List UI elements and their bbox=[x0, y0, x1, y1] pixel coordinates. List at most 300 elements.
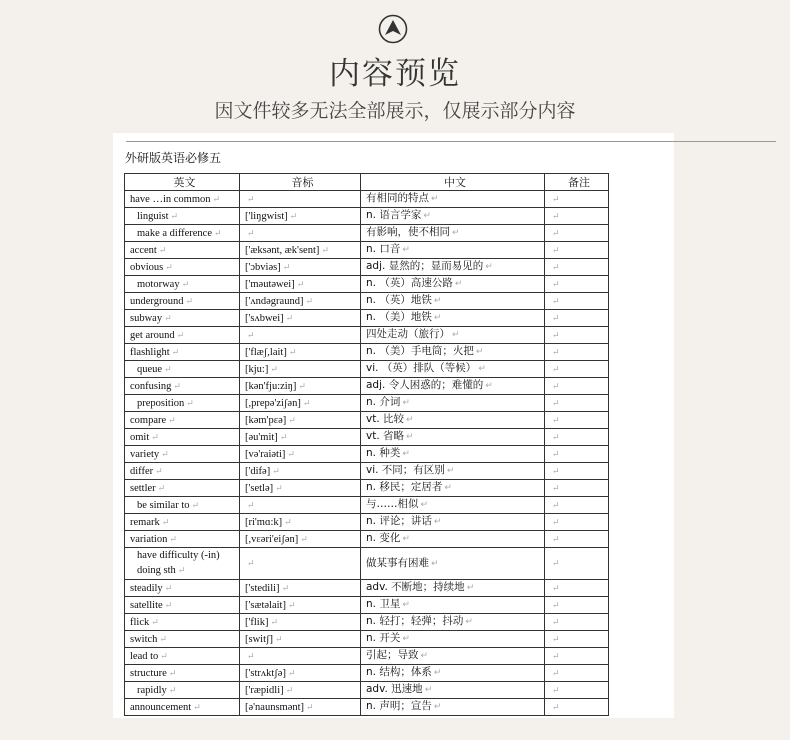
return-mark-icon: ↵ bbox=[444, 483, 452, 493]
en-cell bbox=[125, 395, 240, 412]
return-mark-icon: ↵ bbox=[282, 261, 291, 272]
note-cell bbox=[545, 259, 609, 276]
en-cell-text: satellite bbox=[130, 599, 163, 611]
en-cell bbox=[125, 242, 240, 259]
en-cell bbox=[125, 344, 240, 361]
cn-cell bbox=[361, 429, 545, 446]
cn-cell bbox=[361, 548, 545, 580]
table-row bbox=[125, 395, 609, 412]
return-mark-icon: ↵ bbox=[164, 312, 172, 323]
en-cell-text: accent bbox=[130, 244, 157, 256]
table-row bbox=[125, 597, 609, 614]
ipa-cell bbox=[240, 514, 361, 531]
return-mark-icon: ↵ bbox=[552, 193, 560, 204]
return-mark-icon: ↵ bbox=[296, 278, 305, 289]
up-arrow-circle-icon bbox=[378, 14, 408, 44]
table-row bbox=[125, 276, 609, 293]
page-subtitle: 因文件较多无法全部展示，仅展示部分内容 bbox=[214, 100, 576, 122]
return-mark-icon: ↵ bbox=[552, 278, 560, 289]
return-mark-icon: ↵ bbox=[272, 465, 280, 476]
en-cell bbox=[125, 191, 240, 208]
return-mark-icon: ↵ bbox=[552, 616, 560, 627]
document-preview bbox=[113, 133, 674, 718]
return-mark-icon: ↵ bbox=[552, 329, 560, 340]
cn-cell-text: n. （英）地铁 bbox=[366, 294, 432, 306]
return-mark-icon: ↵ bbox=[465, 617, 473, 627]
cn-cell bbox=[361, 682, 545, 699]
ipa-cell bbox=[240, 480, 361, 497]
cn-cell bbox=[361, 361, 545, 378]
table-row bbox=[125, 548, 609, 580]
en-cell bbox=[125, 463, 240, 480]
return-mark-icon: ↵ bbox=[420, 500, 429, 510]
note-cell bbox=[545, 614, 609, 631]
ipa-cell-text: [kəm'pεə] bbox=[245, 414, 287, 426]
note-cell bbox=[545, 699, 609, 716]
en-cell bbox=[125, 548, 240, 580]
cn-cell bbox=[361, 344, 545, 361]
en-cell bbox=[125, 310, 240, 327]
vocabulary-table bbox=[124, 173, 609, 716]
return-mark-icon: ↵ bbox=[485, 262, 493, 272]
note-cell bbox=[545, 293, 609, 310]
cn-cell bbox=[361, 614, 545, 631]
ipa-cell bbox=[240, 580, 361, 597]
table-row bbox=[125, 531, 609, 548]
return-mark-icon: ↵ bbox=[170, 210, 179, 221]
en-cell bbox=[125, 208, 240, 225]
ipa-cell bbox=[240, 548, 361, 580]
cn-cell bbox=[361, 446, 545, 463]
en-cell-text: flick bbox=[130, 616, 150, 628]
return-mark-icon: ↵ bbox=[552, 312, 560, 323]
return-mark-icon: ↵ bbox=[552, 227, 560, 238]
return-mark-icon: ↵ bbox=[289, 210, 298, 221]
ipa-cell-text: ['sætəlait] bbox=[245, 599, 286, 611]
table-row bbox=[125, 293, 609, 310]
ipa-cell bbox=[240, 208, 361, 225]
table-row bbox=[125, 378, 609, 395]
return-mark-icon: ↵ bbox=[275, 633, 283, 644]
ipa-cell bbox=[240, 225, 361, 242]
column-header: 英文 bbox=[125, 174, 240, 191]
ipa-cell-text: [və'raiəti] bbox=[245, 448, 286, 460]
en-cell-text: get around bbox=[130, 329, 175, 341]
cn-cell bbox=[361, 580, 545, 597]
ipa-cell bbox=[240, 648, 361, 665]
en-cell-text: obvious bbox=[130, 261, 164, 273]
return-mark-icon: ↵ bbox=[552, 448, 560, 459]
note-cell bbox=[545, 412, 609, 429]
table-row bbox=[125, 191, 609, 208]
return-mark-icon: ↵ bbox=[552, 431, 560, 442]
cn-cell bbox=[361, 648, 545, 665]
return-mark-icon: ↵ bbox=[552, 599, 560, 610]
ipa-cell bbox=[240, 614, 361, 631]
en-cell-text: steadily bbox=[130, 582, 163, 594]
en-cell bbox=[125, 699, 240, 716]
en-cell-text: flashlight bbox=[130, 346, 170, 358]
ipa-cell bbox=[240, 327, 361, 344]
note-cell bbox=[545, 361, 609, 378]
note-cell bbox=[545, 514, 609, 531]
return-mark-icon: ↵ bbox=[247, 227, 255, 238]
table-row bbox=[125, 497, 609, 514]
ipa-cell bbox=[240, 463, 361, 480]
ipa-cell-text: ['məutəwei] bbox=[245, 278, 295, 290]
return-mark-icon: ↵ bbox=[185, 295, 194, 306]
en-cell bbox=[125, 497, 240, 514]
en-cell-text: lead to bbox=[130, 650, 159, 662]
return-mark-icon: ↵ bbox=[446, 466, 455, 476]
note-cell bbox=[545, 480, 609, 497]
table-row bbox=[125, 429, 609, 446]
table-row bbox=[125, 327, 609, 344]
note-cell bbox=[545, 631, 609, 648]
ipa-cell-text: ['stedili] bbox=[245, 582, 280, 594]
en-cell-text: remark bbox=[130, 516, 160, 528]
return-mark-icon: ↵ bbox=[270, 363, 278, 374]
return-mark-icon: ↵ bbox=[176, 329, 185, 340]
cn-cell bbox=[361, 191, 545, 208]
table-row bbox=[125, 665, 609, 682]
return-mark-icon: ↵ bbox=[159, 633, 167, 644]
ipa-cell bbox=[240, 699, 361, 716]
return-mark-icon: ↵ bbox=[552, 210, 560, 221]
ipa-cell-text: [ri'mɑ:k] bbox=[245, 516, 283, 528]
cn-cell bbox=[361, 225, 545, 242]
cn-cell-text: n. 种类 bbox=[366, 447, 401, 459]
cn-cell-text: n. （美）地铁 bbox=[366, 311, 432, 323]
return-mark-icon: ↵ bbox=[212, 193, 221, 204]
return-mark-icon: ↵ bbox=[168, 414, 176, 425]
table-row bbox=[125, 682, 609, 699]
note-cell bbox=[545, 327, 609, 344]
ipa-cell bbox=[240, 378, 361, 395]
cn-cell-text: 有相同的特点 bbox=[366, 192, 429, 204]
ipa-cell bbox=[240, 395, 361, 412]
return-mark-icon: ↵ bbox=[193, 701, 201, 712]
return-mark-icon: ↵ bbox=[552, 363, 560, 374]
cn-cell-text: adv. 迅速地 bbox=[366, 683, 423, 695]
return-mark-icon: ↵ bbox=[552, 650, 560, 661]
cn-cell-text: vt. 比较 bbox=[366, 413, 405, 425]
table-row bbox=[125, 208, 609, 225]
return-mark-icon: ↵ bbox=[478, 364, 486, 374]
note-cell bbox=[545, 665, 609, 682]
preview-header bbox=[0, 0, 790, 130]
cn-cell bbox=[361, 208, 545, 225]
en-cell bbox=[125, 225, 240, 242]
column-header: 中文 bbox=[361, 174, 545, 191]
return-mark-icon: ↵ bbox=[433, 668, 442, 678]
return-mark-icon: ↵ bbox=[247, 558, 255, 568]
ipa-cell-text: [,vεəri'eiʃən] bbox=[245, 533, 299, 545]
ipa-cell bbox=[240, 531, 361, 548]
en-cell-text: subway bbox=[130, 312, 163, 324]
ipa-cell bbox=[240, 293, 361, 310]
return-mark-icon: ↵ bbox=[247, 499, 255, 510]
en-cell-text: switch bbox=[130, 633, 158, 645]
en-cell bbox=[125, 665, 240, 682]
return-mark-icon: ↵ bbox=[433, 702, 442, 712]
return-mark-icon: ↵ bbox=[300, 533, 308, 544]
ipa-cell-text: ['ʌndəgraund] bbox=[245, 295, 304, 307]
table-row bbox=[125, 514, 609, 531]
ipa-cell bbox=[240, 259, 361, 276]
note-cell bbox=[545, 548, 609, 580]
table-row bbox=[125, 463, 609, 480]
note-cell bbox=[545, 208, 609, 225]
note-cell bbox=[545, 497, 609, 514]
ipa-cell-text: [əu'mit] bbox=[245, 431, 278, 443]
table-row bbox=[125, 580, 609, 597]
en-cell bbox=[125, 514, 240, 531]
table-row bbox=[125, 310, 609, 327]
return-mark-icon: ↵ bbox=[270, 616, 279, 627]
return-mark-icon: ↵ bbox=[151, 616, 159, 627]
en-cell-text: structure bbox=[130, 667, 167, 679]
note-cell bbox=[545, 531, 609, 548]
en-cell bbox=[125, 614, 240, 631]
return-mark-icon: ↵ bbox=[552, 346, 560, 357]
return-mark-icon: ↵ bbox=[552, 667, 560, 678]
return-mark-icon: ↵ bbox=[287, 599, 296, 610]
return-mark-icon: ↵ bbox=[423, 211, 431, 221]
en-cell bbox=[125, 259, 240, 276]
en-cell-text: compare bbox=[130, 414, 167, 426]
return-mark-icon: ↵ bbox=[321, 244, 329, 255]
return-mark-icon: ↵ bbox=[431, 559, 439, 569]
note-cell bbox=[545, 310, 609, 327]
return-mark-icon: ↵ bbox=[285, 312, 294, 323]
en-cell bbox=[125, 361, 240, 378]
en-cell bbox=[125, 631, 240, 648]
return-mark-icon: ↵ bbox=[431, 194, 439, 204]
note-cell bbox=[545, 225, 609, 242]
ipa-cell-text: ['ræpidli] bbox=[245, 684, 284, 696]
return-mark-icon: ↵ bbox=[402, 534, 410, 544]
cn-cell-text: n. 介词 bbox=[366, 396, 401, 408]
return-mark-icon: ↵ bbox=[288, 346, 297, 357]
return-mark-icon: ↵ bbox=[552, 558, 560, 568]
return-mark-icon: ↵ bbox=[214, 227, 222, 238]
return-mark-icon: ↵ bbox=[186, 397, 194, 408]
ipa-cell bbox=[240, 631, 361, 648]
cn-cell-text: 与……相似 bbox=[366, 498, 419, 510]
return-mark-icon: ↵ bbox=[164, 599, 173, 610]
note-cell bbox=[545, 242, 609, 259]
return-mark-icon: ↵ bbox=[160, 650, 168, 661]
cn-cell bbox=[361, 497, 545, 514]
return-mark-icon: ↵ bbox=[406, 415, 414, 425]
ipa-cell-text: ['difə] bbox=[245, 465, 271, 477]
en-cell-text: be similar to bbox=[137, 499, 190, 511]
ipa-cell-text: ['flæʃ,lait] bbox=[245, 346, 287, 358]
note-cell bbox=[545, 446, 609, 463]
cn-cell-text: adv. 不断地；持续地 bbox=[366, 581, 465, 593]
return-mark-icon: ↵ bbox=[171, 346, 180, 357]
cn-cell bbox=[361, 395, 545, 412]
column-header: 音标 bbox=[240, 174, 361, 191]
en-cell-text: variety bbox=[130, 448, 160, 460]
ipa-cell-text: ['flik] bbox=[245, 616, 269, 628]
en-cell-text: underground bbox=[130, 295, 184, 307]
ipa-cell bbox=[240, 412, 361, 429]
note-cell bbox=[545, 378, 609, 395]
note-cell bbox=[545, 648, 609, 665]
return-mark-icon: ↵ bbox=[452, 228, 460, 238]
ipa-cell-text: [switʃ] bbox=[245, 633, 273, 645]
return-mark-icon: ↵ bbox=[402, 245, 410, 255]
return-mark-icon: ↵ bbox=[402, 398, 410, 408]
en-cell bbox=[125, 378, 240, 395]
ipa-cell bbox=[240, 682, 361, 699]
cn-cell-text: 四处走动（旅行） bbox=[366, 328, 450, 340]
ipa-cell-text: ['sʌbwei] bbox=[245, 312, 284, 324]
column-header: 备注 bbox=[545, 174, 609, 191]
en-cell-text: differ bbox=[130, 465, 154, 477]
ipa-cell bbox=[240, 310, 361, 327]
page-title: 内容预览 bbox=[329, 56, 461, 92]
return-mark-icon: ↵ bbox=[165, 261, 173, 272]
return-mark-icon: ↵ bbox=[433, 313, 442, 323]
return-mark-icon: ↵ bbox=[247, 193, 255, 204]
return-mark-icon: ↵ bbox=[287, 667, 296, 678]
cn-cell-text: n. 卫星 bbox=[366, 598, 401, 610]
return-mark-icon: ↵ bbox=[552, 582, 560, 593]
return-mark-icon: ↵ bbox=[552, 701, 560, 712]
return-mark-icon: ↵ bbox=[552, 633, 560, 644]
cn-cell-text: n. 移民；定居者 bbox=[366, 481, 443, 493]
en-cell-text: variation bbox=[130, 533, 168, 545]
return-mark-icon: ↵ bbox=[552, 295, 560, 306]
cn-cell bbox=[361, 597, 545, 614]
en-cell bbox=[125, 276, 240, 293]
cn-cell-text: n. （英）高速公路 bbox=[366, 277, 453, 289]
return-mark-icon: ↵ bbox=[402, 600, 410, 610]
return-mark-icon: ↵ bbox=[177, 565, 186, 575]
table-row bbox=[125, 361, 609, 378]
en-cell-text: confusing bbox=[130, 380, 172, 392]
en-cell-text: omit bbox=[130, 431, 150, 443]
return-mark-icon: ↵ bbox=[279, 431, 288, 442]
table-row bbox=[125, 614, 609, 631]
return-mark-icon: ↵ bbox=[168, 684, 177, 695]
cn-cell-text: n. 口音 bbox=[366, 243, 401, 255]
cn-cell bbox=[361, 514, 545, 531]
note-cell bbox=[545, 395, 609, 412]
return-mark-icon: ↵ bbox=[247, 650, 255, 661]
en-cell bbox=[125, 597, 240, 614]
cn-cell bbox=[361, 699, 545, 716]
en-cell-text: settler bbox=[130, 482, 156, 494]
cn-cell-text: adj. 显然的；显而易见的 bbox=[366, 260, 484, 272]
header-rule bbox=[126, 141, 776, 142]
return-mark-icon: ↵ bbox=[420, 651, 429, 661]
return-mark-icon: ↵ bbox=[157, 482, 166, 493]
ipa-cell bbox=[240, 665, 361, 682]
cn-cell bbox=[361, 631, 545, 648]
table-row bbox=[125, 225, 609, 242]
cn-cell-text: 引起；导致 bbox=[366, 649, 419, 661]
cn-cell-text: n. （美）手电筒；火把 bbox=[366, 345, 474, 357]
return-mark-icon: ↵ bbox=[168, 667, 177, 678]
table-row bbox=[125, 242, 609, 259]
en-cell bbox=[125, 412, 240, 429]
table-header-row bbox=[125, 174, 609, 191]
return-mark-icon: ↵ bbox=[164, 363, 172, 374]
cn-cell-text: n. 轻打；轻弹；抖动 bbox=[366, 615, 464, 627]
return-mark-icon: ↵ bbox=[552, 516, 560, 527]
return-mark-icon: ↵ bbox=[552, 397, 560, 408]
return-mark-icon: ↵ bbox=[305, 295, 313, 306]
return-mark-icon: ↵ bbox=[298, 380, 306, 391]
table-row bbox=[125, 344, 609, 361]
en-cell bbox=[125, 531, 240, 548]
cn-cell bbox=[361, 259, 545, 276]
return-mark-icon: ↵ bbox=[302, 397, 311, 408]
return-mark-icon: ↵ bbox=[402, 634, 410, 644]
cn-cell bbox=[361, 412, 545, 429]
return-mark-icon: ↵ bbox=[552, 684, 560, 695]
return-mark-icon: ↵ bbox=[433, 517, 442, 527]
note-cell bbox=[545, 682, 609, 699]
ipa-cell-text: ['æksənt, æk'sent] bbox=[245, 244, 320, 256]
ipa-cell bbox=[240, 446, 361, 463]
table-row bbox=[125, 699, 609, 716]
en-cell bbox=[125, 293, 240, 310]
return-mark-icon: ↵ bbox=[406, 432, 414, 442]
ipa-cell bbox=[240, 191, 361, 208]
note-cell bbox=[545, 463, 609, 480]
en-cell-text: announcement bbox=[130, 701, 192, 713]
en-cell-text: motorway bbox=[137, 278, 180, 290]
note-cell bbox=[545, 276, 609, 293]
cn-cell bbox=[361, 310, 545, 327]
en-cell-text: make a difference bbox=[137, 227, 213, 239]
ipa-cell bbox=[240, 361, 361, 378]
return-mark-icon: ↵ bbox=[284, 516, 292, 527]
return-mark-icon: ↵ bbox=[281, 582, 290, 593]
cn-cell bbox=[361, 293, 545, 310]
ipa-cell bbox=[240, 597, 361, 614]
en-cell bbox=[125, 648, 240, 665]
en-cell bbox=[125, 429, 240, 446]
cn-cell-text: n. 语言学家 bbox=[366, 209, 422, 221]
return-mark-icon: ↵ bbox=[247, 329, 255, 340]
cn-cell-text: 做某事有困难 bbox=[366, 557, 429, 569]
return-mark-icon: ↵ bbox=[452, 330, 460, 340]
return-mark-icon: ↵ bbox=[288, 414, 296, 425]
ipa-cell-text: [,prepə'ziʃən] bbox=[245, 397, 301, 409]
en-cell-text: preposition bbox=[137, 397, 185, 409]
note-cell bbox=[545, 429, 609, 446]
en-cell bbox=[125, 580, 240, 597]
ipa-cell bbox=[240, 344, 361, 361]
return-mark-icon: ↵ bbox=[158, 244, 167, 255]
return-mark-icon: ↵ bbox=[552, 482, 560, 493]
ipa-cell-text: [kju:] bbox=[245, 363, 269, 375]
cn-cell bbox=[361, 665, 545, 682]
table-row bbox=[125, 259, 609, 276]
cn-cell-text: 有影响，使不相同 bbox=[366, 226, 450, 238]
cn-cell-text: vi. （英）排队（等候） bbox=[366, 362, 477, 374]
cn-cell-text: vt. 省略 bbox=[366, 430, 405, 442]
cn-cell bbox=[361, 531, 545, 548]
en-cell-text: linguist bbox=[137, 210, 169, 222]
ipa-cell-text: ['ɔbviəs] bbox=[245, 261, 281, 273]
